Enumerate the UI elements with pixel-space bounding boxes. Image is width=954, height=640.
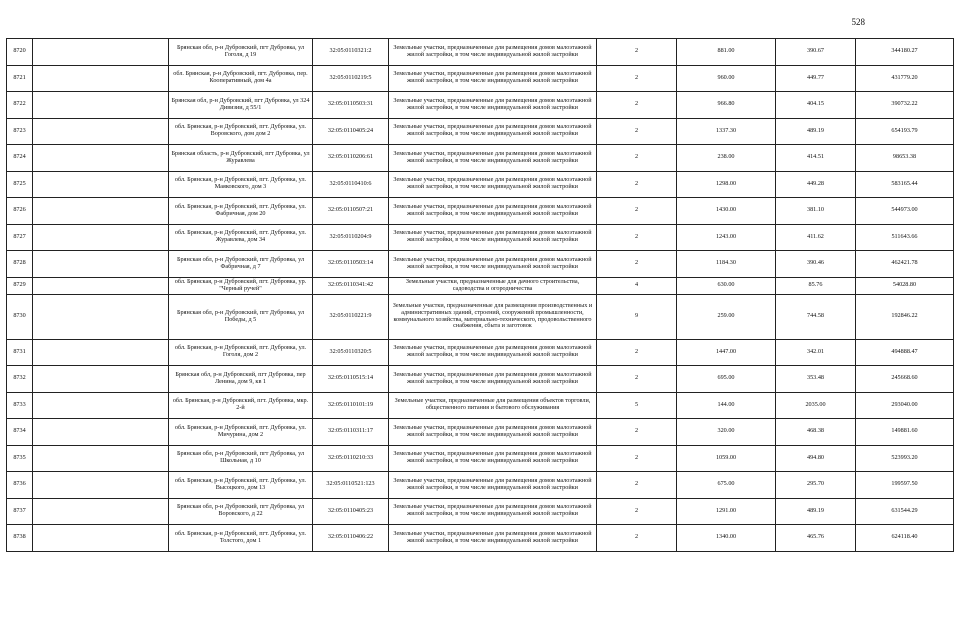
row-number: 8722 xyxy=(7,92,33,119)
cadastral-value-cell: 192846.22 xyxy=(856,294,954,339)
land-use-cell: Земельные участки, предназначенные для размещения домов малоэтажной жилой застройки, в том числе индивидуальной жилой застройки xyxy=(389,366,597,393)
area-cell: 259.00 xyxy=(677,294,776,339)
cadastral-number-cell: 32:05:0110204:9 xyxy=(313,224,389,251)
table-row xyxy=(7,118,954,145)
specific-value-cell: 465.76 xyxy=(776,525,856,552)
cadastral-number-cell: 32:05:0110219:5 xyxy=(313,65,389,92)
use-class-cell: 4 xyxy=(597,277,677,294)
specific-value-cell: 449.28 xyxy=(776,171,856,198)
area-cell: 1430.00 xyxy=(677,198,776,225)
address-cell: Брянская область, р-н Дубровский, пгт Дубровка, ул Журавлева xyxy=(169,145,313,172)
land-use-cell: Земельные участки, предназначенные для размещения домов малоэтажной жилой застройки, в том числе индивидуальной жилой застройки xyxy=(389,171,597,198)
area-cell: 1447.00 xyxy=(677,339,776,366)
use-class-cell: 2 xyxy=(597,525,677,552)
row-number: 8726 xyxy=(7,198,33,225)
cadastral-value-cell: 431779.20 xyxy=(856,65,954,92)
land-use-cell: Земельные участки, предназначенные для размещения домов малоэтажной жилой застройки, в том числе индивидуальной жилой застройки xyxy=(389,145,597,172)
empty-cell xyxy=(33,118,169,145)
specific-value-cell: 353.48 xyxy=(776,366,856,393)
cadastral-value-table xyxy=(6,38,954,552)
empty-cell xyxy=(33,92,169,119)
empty-cell xyxy=(33,366,169,393)
area-cell: 144.00 xyxy=(677,392,776,419)
cadastral-value-cell: 199597.50 xyxy=(856,472,954,499)
row-number: 8723 xyxy=(7,118,33,145)
cadastral-number-cell: 32:05:0110210:33 xyxy=(313,445,389,472)
address-cell: Брянская обл, р-н Дубровский, пгт Дубровка, пер Ленина, дом 9, кв 1 xyxy=(169,366,313,393)
specific-value-cell: 381.10 xyxy=(776,198,856,225)
table-row xyxy=(7,366,954,393)
table-row xyxy=(7,171,954,198)
cadastral-value-cell: 293040.00 xyxy=(856,392,954,419)
area-cell: 1243.00 xyxy=(677,224,776,251)
row-number: 8735 xyxy=(7,445,33,472)
address-cell: Брянская обл, р-н Дубровский, пгт Дубровка, ул Фабричная, д 7 xyxy=(169,251,313,278)
cadastral-value-cell: 344180.27 xyxy=(856,39,954,66)
specific-value-cell: 390.46 xyxy=(776,251,856,278)
use-class-cell: 2 xyxy=(597,339,677,366)
use-class-cell: 2 xyxy=(597,65,677,92)
address-cell: обл. Брянская, р-н Дубровский, пгт. Дубровка, ул. Мичурина, дом 2 xyxy=(169,419,313,446)
land-use-cell: Земельные участки, предназначенные для размещения домов малоэтажной жилой застройки, в том числе индивидуальной жилой застройки xyxy=(389,198,597,225)
land-use-cell: Земельные участки, предназначенные для размещения домов малоэтажной жилой застройки, в том числе индивидуальной жилой застройки xyxy=(389,224,597,251)
area-cell: 1184.30 xyxy=(677,251,776,278)
address-cell: обл. Брянская, р-н Дубровский, пгт. Дубровка, ул. Гоголя, дом 2 xyxy=(169,339,313,366)
empty-cell xyxy=(33,498,169,525)
specific-value-cell: 468.38 xyxy=(776,419,856,446)
row-number: 8738 xyxy=(7,525,33,552)
address-cell: обл. Брянская, р-н Дубровский, пгт. Дубровка, ул. Воровского, дом дом 2 xyxy=(169,118,313,145)
cadastral-number-cell: 32:05:0110521:123 xyxy=(313,472,389,499)
address-cell: Брянская обл, р-н Дубровский, пгт Дубровка, ул Победы, д 5 xyxy=(169,294,313,339)
cadastral-value-cell: 98653.38 xyxy=(856,145,954,172)
cadastral-number-cell: 32:05:0110503:14 xyxy=(313,251,389,278)
specific-value-cell: 85.76 xyxy=(776,277,856,294)
specific-value-cell: 744.58 xyxy=(776,294,856,339)
table-row xyxy=(7,277,954,294)
empty-cell xyxy=(33,419,169,446)
use-class-cell: 2 xyxy=(597,118,677,145)
area-cell: 1298.00 xyxy=(677,171,776,198)
area-cell: 238.00 xyxy=(677,145,776,172)
use-class-cell: 2 xyxy=(597,224,677,251)
table-row xyxy=(7,419,954,446)
cadastral-number-cell: 32:05:0110507:21 xyxy=(313,198,389,225)
land-use-cell: Земельные участки, предназначенные для размещения домов малоэтажной жилой застройки, в том числе индивидуальной жилой застройки xyxy=(389,118,597,145)
area-cell: 320.00 xyxy=(677,419,776,446)
area-cell: 1340.00 xyxy=(677,525,776,552)
empty-cell xyxy=(33,339,169,366)
use-class-cell: 5 xyxy=(597,392,677,419)
use-class-cell: 2 xyxy=(597,419,677,446)
specific-value-cell: 295.70 xyxy=(776,472,856,499)
cadastral-value-cell: 523993.20 xyxy=(856,445,954,472)
table-row xyxy=(7,525,954,552)
cadastral-number-cell: 32:05:0110410:6 xyxy=(313,171,389,198)
land-use-cell: Земельные участки, предназначенные для размещения домов малоэтажной жилой застройки, в том числе индивидуальной жилой застройки xyxy=(389,339,597,366)
table-row xyxy=(7,224,954,251)
land-use-cell: Земельные участки, предназначенные для дачного строительства, садоводства и огородничества xyxy=(389,277,597,294)
cadastral-number-cell: 32:05:0110405:24 xyxy=(313,118,389,145)
area-cell: 881.00 xyxy=(677,39,776,66)
row-number: 8728 xyxy=(7,251,33,278)
cadastral-value-cell: 462421.78 xyxy=(856,251,954,278)
cadastral-value-cell: 624118.40 xyxy=(856,525,954,552)
empty-cell xyxy=(33,525,169,552)
row-number: 8734 xyxy=(7,419,33,446)
use-class-cell: 2 xyxy=(597,145,677,172)
specific-value-cell: 489.19 xyxy=(776,118,856,145)
table-row xyxy=(7,145,954,172)
use-class-cell: 2 xyxy=(597,445,677,472)
empty-cell xyxy=(33,145,169,172)
row-number: 8720 xyxy=(7,39,33,66)
row-number: 8732 xyxy=(7,366,33,393)
land-use-cell: Земельные участки, предназначенные для размещения домов малоэтажной жилой застройки, в том числе индивидуальной жилой застройки xyxy=(389,498,597,525)
specific-value-cell: 342.01 xyxy=(776,339,856,366)
area-cell: 630.00 xyxy=(677,277,776,294)
table-row xyxy=(7,445,954,472)
row-number: 8727 xyxy=(7,224,33,251)
address-cell: обл. Брянская, р-н Дубровский, пгт. Дубровка, ул. Фабричная, дом 20 xyxy=(169,198,313,225)
cadastral-number-cell: 32:05:0110101:19 xyxy=(313,392,389,419)
use-class-cell: 9 xyxy=(597,294,677,339)
table-row xyxy=(7,294,954,339)
cadastral-value-cell: 544973.00 xyxy=(856,198,954,225)
empty-cell xyxy=(33,198,169,225)
address-cell: обл. Брянская, р-н Дубровский, пгт. Дубровка, ур. "Черный ручей" xyxy=(169,277,313,294)
row-number: 8733 xyxy=(7,392,33,419)
address-cell: Брянская обл, р-н Дубровский, пгт Дубровка, ул Воровского, д 22 xyxy=(169,498,313,525)
use-class-cell: 2 xyxy=(597,39,677,66)
specific-value-cell: 411.62 xyxy=(776,224,856,251)
row-number: 8737 xyxy=(7,498,33,525)
row-number: 8721 xyxy=(7,65,33,92)
specific-value-cell: 489.19 xyxy=(776,498,856,525)
address-cell: Брянская обл, р-н Дубровский, пгт Дубровка, ул 324 Дивизии, д 55/1 xyxy=(169,92,313,119)
land-use-cell: Земельные участки, предназначенные для размещения домов малоэтажной жилой застройки, в том числе индивидуальной жилой застройки xyxy=(389,525,597,552)
empty-cell xyxy=(33,277,169,294)
specific-value-cell: 390.67 xyxy=(776,39,856,66)
row-number: 8731 xyxy=(7,339,33,366)
table-body xyxy=(7,39,954,552)
row-number: 8729 xyxy=(7,277,33,294)
table-row xyxy=(7,198,954,225)
cadastral-value-cell: 494888.47 xyxy=(856,339,954,366)
address-cell: обл. Брянская, р-н Дубровский, пгт. Дубровка, ул. Маяковского, дом 3 xyxy=(169,171,313,198)
empty-cell xyxy=(33,171,169,198)
cadastral-value-cell: 245668.60 xyxy=(856,366,954,393)
empty-cell xyxy=(33,392,169,419)
cadastral-number-cell: 32:05:0110515:14 xyxy=(313,366,389,393)
empty-cell xyxy=(33,472,169,499)
land-use-cell: Земельные участки, предназначенные для размещения домов малоэтажной жилой застройки, в том числе индивидуальной жилой застройки xyxy=(389,445,597,472)
specific-value-cell: 494.80 xyxy=(776,445,856,472)
area-cell: 960.00 xyxy=(677,65,776,92)
cadastral-value-cell: 654193.79 xyxy=(856,118,954,145)
row-number: 8730 xyxy=(7,294,33,339)
table-row xyxy=(7,251,954,278)
land-use-cell: Земельные участки, предназначенные для размещения домов малоэтажной жилой застройки, в том числе индивидуальной жилой застройки xyxy=(389,472,597,499)
cadastral-value-cell: 390732.22 xyxy=(856,92,954,119)
area-cell: 966.80 xyxy=(677,92,776,119)
table-row xyxy=(7,472,954,499)
area-cell: 675.00 xyxy=(677,472,776,499)
land-use-cell: Земельные участки, предназначенные для размещения домов малоэтажной жилой застройки, в том числе индивидуальной жилой застройки xyxy=(389,92,597,119)
page-number: 528 xyxy=(851,17,865,27)
specific-value-cell: 449.77 xyxy=(776,65,856,92)
specific-value-cell: 414.51 xyxy=(776,145,856,172)
use-class-cell: 2 xyxy=(597,171,677,198)
address-cell: обл. Брянская, р-н Дубровский, пгт. Дубровка, ул. Журавлева, дом 34 xyxy=(169,224,313,251)
specific-value-cell: 404.15 xyxy=(776,92,856,119)
cadastral-number-cell: 32:05:0110503:31 xyxy=(313,92,389,119)
specific-value-cell: 2035.00 xyxy=(776,392,856,419)
area-cell: 1059.00 xyxy=(677,445,776,472)
area-cell: 1291.00 xyxy=(677,498,776,525)
empty-cell xyxy=(33,65,169,92)
empty-cell xyxy=(33,294,169,339)
table-row xyxy=(7,339,954,366)
cadastral-number-cell: 32:05:0110405:23 xyxy=(313,498,389,525)
empty-cell xyxy=(33,224,169,251)
address-cell: Брянская обл, р-н Дубровский, пгт Дубровка, ул Школьная, д 10 xyxy=(169,445,313,472)
land-use-cell: Земельные участки, предназначенные для размещения домов малоэтажной жилой застройки, в том числе индивидуальной жилой застройки xyxy=(389,419,597,446)
cadastral-value-cell: 511643.66 xyxy=(856,224,954,251)
table-row xyxy=(7,392,954,419)
row-number: 8736 xyxy=(7,472,33,499)
address-cell: обл. Брянская, р-н Дубровский, пгт. Дубровка, мкр. 2-й xyxy=(169,392,313,419)
area-cell: 1337.30 xyxy=(677,118,776,145)
area-cell: 695.00 xyxy=(677,366,776,393)
address-cell: обл. Брянская, р-н Дубровский, пгт. Дубровка, ул. Толстого, дом 1 xyxy=(169,525,313,552)
table-row xyxy=(7,92,954,119)
land-use-cell: Земельные участки, предназначенные для размещения производственных и административных зданий, строений, сооружений промышленности, коммунального хозяйства, материально-технического, продовольственного снабжения, сбыта и заготовок xyxy=(389,294,597,339)
use-class-cell: 2 xyxy=(597,498,677,525)
cadastral-number-cell: 32:05:0110341:42 xyxy=(313,277,389,294)
cadastral-number-cell: 32:05:0110320:5 xyxy=(313,339,389,366)
land-use-cell: Земельные участки, предназначенные для размещения домов малоэтажной жилой застройки, в том числе индивидуальной жилой застройки xyxy=(389,65,597,92)
address-cell: обл. Брянская, р-н Дубровский, пгт. Дубровка, ул. Высоцкого, дом 13 xyxy=(169,472,313,499)
empty-cell xyxy=(33,251,169,278)
table-row xyxy=(7,498,954,525)
cadastral-value-cell: 149881.60 xyxy=(856,419,954,446)
cadastral-number-cell: 32:05:0110206:61 xyxy=(313,145,389,172)
cadastral-number-cell: 32:05:0110321:2 xyxy=(313,39,389,66)
cadastral-value-cell: 631544.29 xyxy=(856,498,954,525)
cadastral-value-cell: 54028.80 xyxy=(856,277,954,294)
empty-cell xyxy=(33,39,169,66)
land-use-cell: Земельные участки, предназначенные для размещения домов малоэтажной жилой застройки, в том числе индивидуальной жилой застройки xyxy=(389,251,597,278)
address-cell: Брянская обл, р-н Дубровский, пгт Дубровка, ул Гоголя, д 19 xyxy=(169,39,313,66)
use-class-cell: 2 xyxy=(597,366,677,393)
land-use-cell: Земельные участки, предназначенные для размещения домов малоэтажной жилой застройки, в том числе индивидуальной жилой застройки xyxy=(389,39,597,66)
cadastral-number-cell: 32:05:0110406:22 xyxy=(313,525,389,552)
cadastral-value-cell: 583165.44 xyxy=(856,171,954,198)
use-class-cell: 2 xyxy=(597,92,677,119)
row-number: 8725 xyxy=(7,171,33,198)
use-class-cell: 2 xyxy=(597,251,677,278)
empty-cell xyxy=(33,445,169,472)
cadastral-number-cell: 32:05:0110221:9 xyxy=(313,294,389,339)
address-cell: обл. Брянская, р-н Дубровский, пгт. Дубровка, пер. Кооперативный, дом 4а xyxy=(169,65,313,92)
cadastral-number-cell: 32:05:0110311:17 xyxy=(313,419,389,446)
use-class-cell: 2 xyxy=(597,472,677,499)
table-row xyxy=(7,65,954,92)
use-class-cell: 2 xyxy=(597,198,677,225)
row-number: 8724 xyxy=(7,145,33,172)
land-use-cell: Земельные участки, предназначенные для размещения объектов торговли, общественного питания и бытового обслуживания xyxy=(389,392,597,419)
table-row xyxy=(7,39,954,66)
